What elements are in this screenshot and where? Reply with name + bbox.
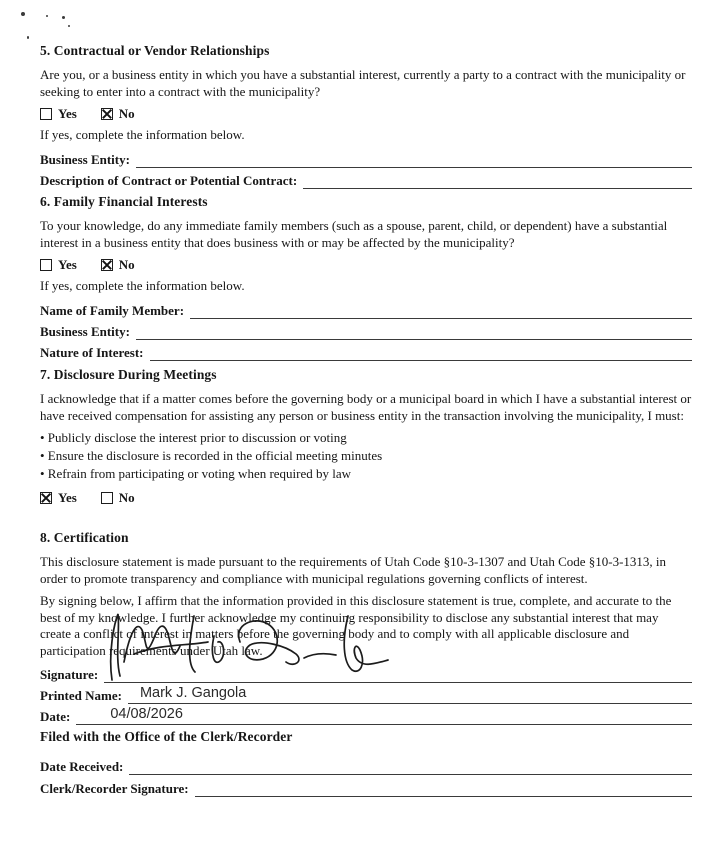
date-received-field [40, 755, 692, 775]
yes-label: Yes [58, 489, 77, 505]
section-7-intro: I acknowledge that if a matter comes before the governing body or a municipal board in which I have a substantial interest or have received compensation for assisting any person or business entity in the transaction involving the municipality, I must: [40, 391, 692, 423]
scan-speck [68, 25, 70, 27]
family-member-input-line[interactable] [190, 299, 692, 319]
section-5-yes-checkbox[interactable] [40, 108, 52, 120]
date-input-line[interactable] [76, 705, 692, 725]
printed-name-field [40, 684, 692, 704]
section-7-answer-row [40, 490, 692, 505]
section-7-bullet-list [40, 429, 692, 483]
section-contractual-vendor-relationships [40, 43, 692, 190]
yes-label: Yes [58, 256, 77, 272]
contract-description-field [40, 169, 692, 189]
section-8-heading: 8. Certification [40, 530, 129, 545]
certification-paragraph-1: This disclosure statement is made pursuant to the requirements of Utah Code §10-3-1307 and Utah Code §10-3-1313, in order to promote transparency and compliance with municipal regulations governing conflicts of interest. [40, 554, 667, 586]
section-disclosure-during-meetings [40, 367, 692, 511]
section-certification [40, 530, 692, 726]
section-6-question: To your knowledge, do any immediate family members (such as a spouse, parent, child, or dependent) have a substantial interest in a business entity that does business with or may be affected by the municipality? [40, 218, 668, 250]
business-entity-label: Business Entity: [40, 151, 130, 167]
contract-description-label: Description of Contract or Potential Contract: [40, 172, 298, 188]
family-business-entity-input-line[interactable] [136, 320, 692, 340]
yes-label: Yes [58, 105, 77, 121]
section-5-no-checkbox[interactable] [101, 108, 113, 120]
certification-paragraph-2: By signing below, I affirm that the information provided in this disclosure statement is true, complete, and accurate to the best of my knowledge. I further acknowledge my continuing responsibility to disclose any substantial interest that may create a conflict of interest in matters before the governing body and to comply with all applicable disclosure and participation requirements under Utah law. [40, 593, 672, 658]
printed-name-input-line[interactable] [128, 684, 692, 704]
clerk-signature-input-line[interactable] [195, 777, 692, 797]
section-5-answer-row [40, 106, 692, 121]
signature-label: Signature: [40, 667, 99, 682]
clerk-signature-label: Clerk/Recorder Signature: [40, 781, 189, 796]
scan-speck [62, 16, 65, 19]
contract-description-input-line[interactable] [303, 169, 692, 189]
business-entity-field [40, 148, 692, 168]
no-label: No [118, 105, 135, 121]
printed-name-label: Printed Name: [40, 688, 122, 703]
scan-speck [46, 15, 48, 17]
section-7-no-checkbox[interactable] [101, 492, 113, 504]
section-6-heading: 6. Family Financial Interests [40, 194, 208, 209]
section-7-yes-checkbox[interactable] [40, 492, 52, 504]
signature-input-line[interactable] [104, 663, 692, 683]
bullet-item: • Ensure the disclosure is recorded in the official meeting minutes [40, 448, 383, 463]
section-5-question: Are you, or a business entity in which you have a substantial interest, currently a party to a contract with the municipality or seeking to enter into a contract with the municipality? [40, 67, 686, 99]
scan-speck [21, 12, 25, 16]
nature-of-interest-field [40, 341, 692, 361]
section-6-no-checkbox[interactable] [101, 259, 113, 271]
section-5-heading: 5. Contractual or Vendor Relationships [40, 43, 270, 58]
date-field [40, 705, 692, 725]
section-7-heading: 7. Disclosure During Meetings [40, 367, 217, 382]
business-entity-input-line[interactable] [136, 148, 692, 168]
signature-field [40, 663, 692, 683]
section-6-if-yes-note: If yes, complete the information below. [40, 278, 245, 293]
nature-of-interest-input-line[interactable] [150, 341, 693, 361]
no-label: No [118, 256, 135, 272]
section-6-answer-row [40, 257, 692, 272]
printed-name-value: Mark J. Gangola [139, 685, 247, 701]
clerk-recorder-block [40, 729, 692, 798]
bullet-item: • Publicly disclose the interest prior to discussion or voting [40, 430, 347, 445]
family-business-entity-field [40, 320, 692, 340]
section-6-yes-checkbox[interactable] [40, 259, 52, 271]
family-business-entity-label: Business Entity: [40, 323, 130, 339]
date-value: 04/08/2026 [110, 706, 183, 722]
nature-of-interest-label: Nature of Interest: [40, 344, 144, 360]
family-member-field [40, 299, 692, 319]
date-received-input-line[interactable] [129, 755, 692, 775]
section-5-if-yes-note: If yes, complete the information below. [40, 127, 245, 142]
no-label: No [118, 489, 135, 505]
family-member-label: Name of Family Member: [40, 302, 185, 318]
bullet-item: • Refrain from participating or voting when required by law [40, 466, 352, 481]
clerk-signature-field [40, 777, 692, 797]
scan-speck [27, 36, 29, 39]
section-family-financial-interests [40, 194, 692, 362]
clerk-block-heading: Filed with the Office of the Clerk/Recorder [40, 729, 293, 744]
date-label: Date: [40, 709, 71, 724]
date-received-label: Date Received: [40, 759, 124, 774]
